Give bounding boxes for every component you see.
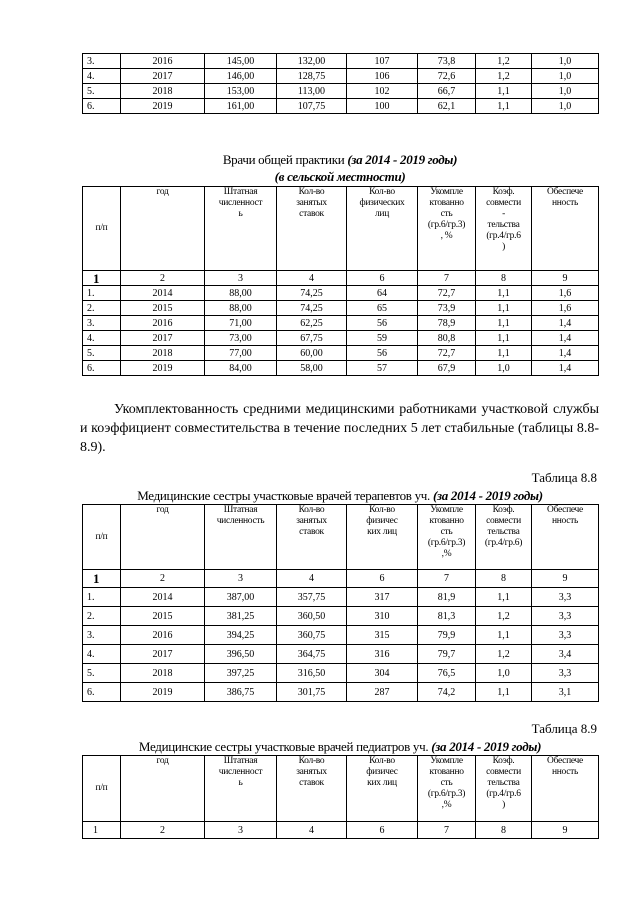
header-line: тельства	[487, 778, 520, 788]
table-cell: 317	[347, 588, 418, 607]
table-cell: 1,1	[476, 346, 532, 361]
table-cell: 145,00	[205, 54, 277, 69]
table-cell: 132,00	[277, 54, 347, 69]
table-cell: 74,25	[277, 286, 347, 301]
table-row	[83, 99, 599, 114]
header-line: Кол-во	[298, 187, 325, 197]
table-cell: 88,00	[205, 286, 277, 301]
header-line: Укомпле	[430, 187, 463, 197]
table-cell: 79,9	[418, 626, 476, 645]
row-number-cell: 6.	[83, 361, 121, 376]
table-cell: 394,25	[205, 626, 277, 645]
index-cell: 8	[476, 570, 532, 588]
header-line: ставок	[299, 527, 324, 537]
header-line: лиц	[374, 209, 389, 219]
table-row	[83, 346, 599, 361]
table-cell: 2018	[121, 346, 205, 361]
col-header-staffing	[418, 187, 476, 271]
table-cell: 57	[347, 361, 418, 376]
col-header-year: год	[121, 505, 205, 570]
header-line: ставок	[299, 209, 324, 219]
table-cell: 310	[347, 607, 418, 626]
table-cell: 78,9	[418, 316, 476, 331]
index-cell: 4	[277, 271, 347, 286]
header-line: ь	[238, 209, 243, 219]
table-cell: 60,00	[277, 346, 347, 361]
gp-staffing-table	[82, 186, 599, 376]
staffing-table-continued	[82, 53, 599, 114]
header-line: ставок	[299, 778, 324, 788]
header-line: (гр.6/гр.3)	[427, 789, 466, 799]
col-header-staff	[205, 756, 277, 822]
header-line: нность	[551, 516, 579, 526]
header-line: занятых	[296, 767, 327, 777]
table-cell: 3,3	[532, 664, 599, 683]
index-cell: 6	[347, 271, 418, 286]
header-line: Штатная	[223, 505, 258, 515]
nurses-pediatricians-table	[82, 755, 599, 839]
table-cell: 74,2	[418, 683, 476, 702]
table-cell: 1,0	[476, 664, 532, 683]
table-cell: 397,25	[205, 664, 277, 683]
table-row	[83, 69, 599, 84]
table-cell: 1,4	[532, 361, 599, 376]
table-cell: 72,7	[418, 286, 476, 301]
table-cell: 3,3	[532, 607, 599, 626]
row-number-cell: 4.	[83, 331, 121, 346]
index-cell: 2	[121, 271, 205, 286]
table-cell: 287	[347, 683, 418, 702]
table-row	[83, 645, 599, 664]
table-cell: 1,2	[476, 607, 532, 626]
header-line: (гр.6/гр.3)	[427, 538, 466, 548]
header-line: Обеспече	[547, 187, 583, 197]
header-line: Штатная	[223, 187, 258, 197]
table-row	[83, 54, 599, 69]
header-line: совмести	[486, 198, 521, 208]
row-number-cell: 4.	[83, 69, 121, 84]
index-cell: 7	[418, 570, 476, 588]
table-cell: 1,0	[532, 99, 599, 114]
table-cell: 1,1	[476, 84, 532, 99]
table-cell: 88,00	[205, 301, 277, 316]
table-cell: 2017	[121, 645, 205, 664]
header-line: Кол-во	[298, 756, 325, 766]
index-cell: 1	[83, 271, 121, 286]
header-line: -	[502, 209, 505, 219]
table-cell: 107,75	[277, 99, 347, 114]
table-cell: 316	[347, 645, 418, 664]
table-subtitle-gp: (в сельской местности)	[274, 169, 406, 184]
table-cell: 161,00	[205, 99, 277, 114]
col-header-occupied	[277, 187, 347, 271]
row-number-cell: 3.	[83, 626, 121, 645]
col-header-persons	[347, 505, 418, 570]
table-cell: 107	[347, 54, 418, 69]
header-line: занятых	[296, 516, 327, 526]
col-header-year: год	[121, 187, 205, 271]
table-cell: 1,1	[476, 301, 532, 316]
header-line: Коэф.	[492, 756, 515, 766]
table-cell: 84,00	[205, 361, 277, 376]
table-cell: 2015	[121, 607, 205, 626]
table-cell: 2018	[121, 664, 205, 683]
row-number-cell: 2.	[83, 301, 121, 316]
table-cell: 2017	[121, 331, 205, 346]
col-header-staffing	[418, 756, 476, 822]
header-line: сть	[440, 527, 453, 537]
header-line: ких лиц	[367, 778, 397, 788]
table-cell: 387,00	[205, 588, 277, 607]
header-line: физических	[359, 198, 405, 208]
header-line: сть	[440, 778, 453, 788]
col-header-persons	[347, 756, 418, 822]
header-line: ктованно	[429, 516, 464, 526]
table-cell: 1,0	[532, 84, 599, 99]
table-cell: 74,25	[277, 301, 347, 316]
index-cell: 6	[347, 822, 418, 839]
index-cell: 9	[532, 570, 599, 588]
table-cell: 1,0	[532, 54, 599, 69]
header-line: Кол-во	[369, 187, 395, 197]
table-cell: 1,1	[476, 626, 532, 645]
header-line: занятых	[296, 198, 327, 208]
header-line: Коэф.	[492, 187, 515, 197]
table-cell: 360,50	[277, 607, 347, 626]
table-cell: 62,25	[277, 316, 347, 331]
col-header-occupied	[277, 505, 347, 570]
header-line: нность	[551, 767, 579, 777]
header-line: (гр.4/гр.6)	[484, 538, 523, 548]
table-row	[83, 664, 599, 683]
index-cell: 7	[418, 271, 476, 286]
header-line: (гр.4/гр.6	[486, 789, 521, 799]
table-cell: 2015	[121, 301, 205, 316]
row-number-cell: 3.	[83, 54, 121, 69]
table-cell: 81,3	[418, 607, 476, 626]
table-cell: 146,00	[205, 69, 277, 84]
table-cell: 1,4	[532, 331, 599, 346]
index-cell: 2	[121, 570, 205, 588]
row-number-cell: 6.	[83, 683, 121, 702]
table-cell: 113,00	[277, 84, 347, 99]
index-cell: 9	[532, 271, 599, 286]
table-cell: 2016	[121, 626, 205, 645]
table-cell: 73,8	[418, 54, 476, 69]
index-row	[83, 271, 599, 286]
col-header-persons	[347, 187, 418, 271]
index-cell: 7	[418, 822, 476, 839]
index-cell: 3	[205, 271, 277, 286]
col-header-security	[532, 187, 599, 271]
table-cell: 73,9	[418, 301, 476, 316]
table-cell: 76,5	[418, 664, 476, 683]
col-header-staff	[205, 505, 277, 570]
table-cell: 396,50	[205, 645, 277, 664]
header-line: Кол-во	[298, 505, 325, 515]
table-cell: 1,1	[476, 286, 532, 301]
header-line: ких лиц	[367, 527, 397, 537]
table-cell: 386,75	[205, 683, 277, 702]
header-line: Обеспече	[547, 505, 583, 515]
table-cell: 3,3	[532, 588, 599, 607]
header-line: , %	[440, 231, 453, 241]
table-cell: 364,75	[277, 645, 347, 664]
col-header-pp: п/п	[83, 756, 121, 822]
row-number-cell: 2.	[83, 607, 121, 626]
table-row	[83, 331, 599, 346]
table-row	[83, 626, 599, 645]
table-cell: 1,1	[476, 99, 532, 114]
body-paragraph: Укомплектованность средними медицинскими работниками участковой службы и коэффициент совместительства в течение последних 5 лет стабильные (таблицы 8.8-8.9).	[80, 402, 599, 455]
table-row	[83, 588, 599, 607]
index-row	[83, 822, 599, 839]
header-line: численност	[218, 198, 263, 208]
table-cell: 2016	[121, 316, 205, 331]
table-cell: 81,9	[418, 588, 476, 607]
table-cell: 2017	[121, 69, 205, 84]
index-row	[83, 570, 599, 588]
header-line: ,%	[441, 549, 452, 559]
table-cell: 67,75	[277, 331, 347, 346]
table-cell: 1,2	[476, 645, 532, 664]
table-cell: 1,4	[532, 346, 599, 361]
header-line: численность	[216, 516, 265, 526]
col-header-year: год	[121, 756, 205, 822]
table-cell: 58,00	[277, 361, 347, 376]
row-number-cell: 1.	[83, 588, 121, 607]
nurses-therapists-table	[82, 504, 599, 702]
index-cell: 1	[83, 822, 121, 839]
table-cell: 153,00	[205, 84, 277, 99]
table-caption-8-9: Таблица 8.9	[531, 721, 597, 736]
col-header-occupied	[277, 756, 347, 822]
col-header-coef	[476, 756, 532, 822]
table-cell: 315	[347, 626, 418, 645]
table-cell: 1,0	[476, 361, 532, 376]
table-cell: 67,9	[418, 361, 476, 376]
table-row	[83, 683, 599, 702]
table-cell: 72,7	[418, 346, 476, 361]
header-line: Кол-во	[369, 505, 395, 515]
row-number-cell: 4.	[83, 645, 121, 664]
table-cell: 66,7	[418, 84, 476, 99]
col-header-staff	[205, 187, 277, 271]
table-cell: 1,2	[476, 54, 532, 69]
row-number-cell: 5.	[83, 346, 121, 361]
col-header-pp: п/п	[83, 505, 121, 570]
table-cell: 71,00	[205, 316, 277, 331]
table-row	[83, 607, 599, 626]
index-cell: 1	[83, 570, 121, 588]
table-cell: 301,75	[277, 683, 347, 702]
table-cell: 77,00	[205, 346, 277, 361]
table-row	[83, 286, 599, 301]
index-cell: 3	[205, 822, 277, 839]
table-cell: 128,75	[277, 69, 347, 84]
table-cell: 316,50	[277, 664, 347, 683]
table-cell: 2019	[121, 361, 205, 376]
table-cell: 59	[347, 331, 418, 346]
header-line: физичес	[366, 767, 398, 777]
table-cell: 2019	[121, 683, 205, 702]
col-header-coef	[476, 187, 532, 271]
table-cell: 106	[347, 69, 418, 84]
table-cell: 100	[347, 99, 418, 114]
table-cell: 2018	[121, 84, 205, 99]
header-line: сть	[440, 209, 453, 219]
header-line: Укомпле	[430, 756, 463, 766]
table-cell: 381,25	[205, 607, 277, 626]
index-cell: 4	[277, 822, 347, 839]
header-line: ь	[238, 778, 243, 788]
row-number-cell: 3.	[83, 316, 121, 331]
table-cell: 64	[347, 286, 418, 301]
header-line: (гр.4/гр.6	[486, 231, 521, 241]
index-cell: 9	[532, 822, 599, 839]
table-cell: 62,1	[418, 99, 476, 114]
table-cell: 2019	[121, 99, 205, 114]
header-line: Штатная	[223, 756, 258, 766]
table-row	[83, 84, 599, 99]
header-line: нность	[551, 198, 579, 208]
row-number-cell: 1.	[83, 286, 121, 301]
header-line: )	[502, 800, 505, 810]
table-cell: 1,0	[532, 69, 599, 84]
index-cell: 4	[277, 570, 347, 588]
header-line: совмести	[486, 767, 521, 777]
col-header-staffing	[418, 505, 476, 570]
col-header-pp: п/п	[83, 187, 121, 271]
table-cell: 79,7	[418, 645, 476, 664]
table-cell: 56	[347, 316, 418, 331]
table-cell: 3,1	[532, 683, 599, 702]
table-cell: 1,6	[532, 286, 599, 301]
index-cell: 6	[347, 570, 418, 588]
header-line: совмести	[486, 516, 521, 526]
header-line: Кол-во	[369, 756, 395, 766]
header-line: Укомпле	[430, 505, 463, 515]
table-cell: 360,75	[277, 626, 347, 645]
header-line: )	[502, 242, 505, 252]
table-cell: 1,1	[476, 316, 532, 331]
header-line: ктованно	[429, 198, 464, 208]
header-line: ктованно	[429, 767, 464, 777]
table-cell: 72,6	[418, 69, 476, 84]
table-row	[83, 301, 599, 316]
table-title-8-8: Медицинские сестры участковые врачей терапевтов уч. (за 2014 - 2019 годы)	[137, 488, 543, 503]
table-cell: 304	[347, 664, 418, 683]
table-cell: 65	[347, 301, 418, 316]
table-cell: 56	[347, 346, 418, 361]
table-cell: 357,75	[277, 588, 347, 607]
table-title-8-9: Медицинские сестры участковые врачей педиатров уч. (за 2014 - 2019 годы)	[138, 739, 542, 754]
table-cell: 1,6	[532, 301, 599, 316]
header-line: физичес	[366, 516, 398, 526]
table-cell: 73,00	[205, 331, 277, 346]
header-line: ,%	[441, 800, 452, 810]
header-line: Обеспече	[547, 756, 583, 766]
table-row	[83, 316, 599, 331]
index-cell: 2	[121, 822, 205, 839]
col-header-security	[532, 756, 599, 822]
table-cell: 2014	[121, 286, 205, 301]
table-row	[83, 361, 599, 376]
index-cell: 3	[205, 570, 277, 588]
index-cell: 8	[476, 271, 532, 286]
table-caption-8-8: Таблица 8.8	[531, 470, 597, 485]
header-line: Коэф.	[492, 505, 515, 515]
row-number-cell: 5.	[83, 84, 121, 99]
table-cell: 1,1	[476, 331, 532, 346]
table-cell: 1,4	[532, 316, 599, 331]
header-line: численност	[218, 767, 263, 777]
table-cell: 80,8	[418, 331, 476, 346]
header-line: (гр.6/гр.3)	[427, 220, 466, 230]
table-cell: 3,4	[532, 645, 599, 664]
row-number-cell: 5.	[83, 664, 121, 683]
table-cell: 3,3	[532, 626, 599, 645]
index-cell: 8	[476, 822, 532, 839]
table-cell: 2014	[121, 588, 205, 607]
table-cell: 1,1	[476, 683, 532, 702]
col-header-coef	[476, 505, 532, 570]
table-title-gp: Врачи общей практики (за 2014 - 2019 годы)	[222, 152, 458, 167]
table-cell: 2016	[121, 54, 205, 69]
header-line: тельства	[487, 527, 520, 537]
col-header-security	[532, 505, 599, 570]
header-line: тельства	[487, 220, 520, 230]
row-number-cell: 6.	[83, 99, 121, 114]
table-cell: 1,1	[476, 588, 532, 607]
table-cell: 102	[347, 84, 418, 99]
table-cell: 1,2	[476, 69, 532, 84]
